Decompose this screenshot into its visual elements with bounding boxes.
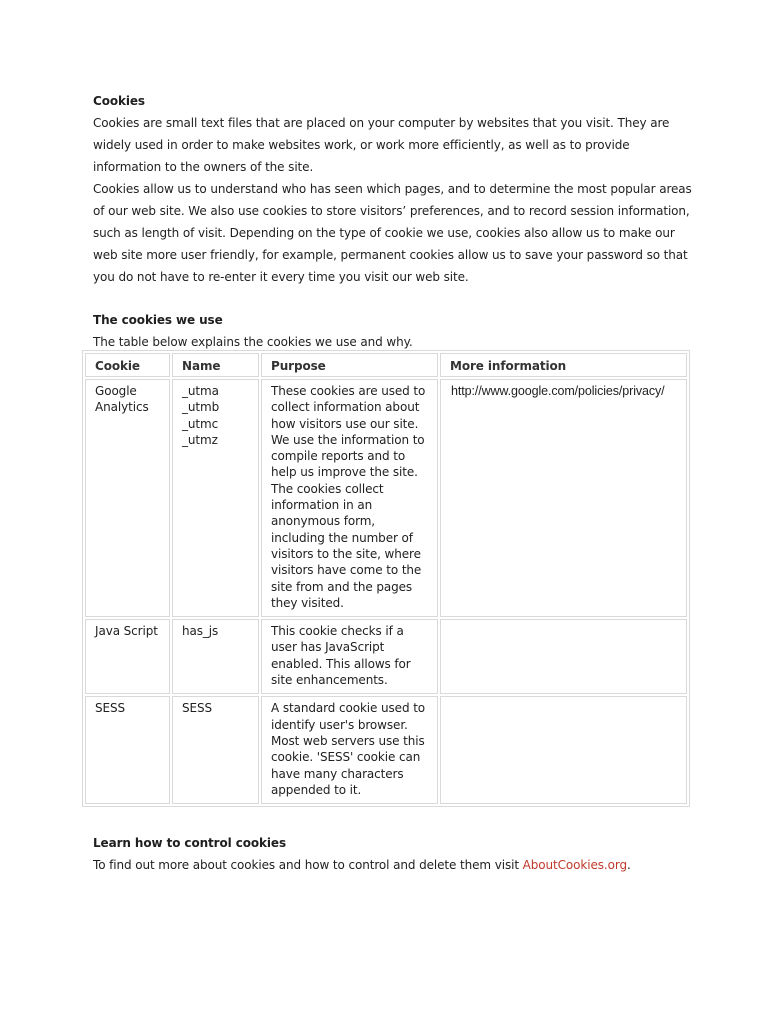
table-row: [85, 379, 687, 617]
cell-name: [172, 379, 259, 617]
cell-cookie: [85, 379, 170, 617]
control-cookies-heading: Learn how to control cookies: [93, 836, 286, 850]
cookies-table-description: The table below explains the cookies we use and why.: [93, 335, 413, 349]
cookies-we-use-section: [93, 309, 693, 353]
intro-paragraph-2: Cookies allow us to understand who has seen which pages, and to determine the most popular areas of our web site. We also use cookies to store visitors’ preferences, and to record session information, such as length of visit. Depending on the type of cookie we use, cookies also allow us to make our web site more user friendly, for example, permanent cookies allow us to save your password so that you do not have to re-enter it every time you visit our web site.: [93, 182, 692, 284]
cell-more-information: http://www.google.com/policies/privacy/: [440, 379, 687, 617]
column-header-name: Name: [172, 353, 259, 377]
aboutcookies-link[interactable]: AboutCookies.org: [522, 858, 628, 872]
cell-name: SESS: [172, 696, 259, 804]
cookie-name: _utma: [182, 384, 219, 398]
intro-section: [93, 90, 693, 288]
cookie-name: _utmz: [182, 432, 218, 447]
control-cookies-text: [93, 854, 693, 876]
cookie-label: Google: [95, 384, 137, 398]
cell-name: has_js: [172, 619, 259, 694]
table-header-row: [85, 353, 687, 377]
cell-cookie: Java Script: [85, 619, 170, 694]
cell-purpose: These cookies are used to collect information about how visitors use our site. We use the information to compile reports and to help us improve the site. The cookies collect information in an anonymous form, including the number of visitors to the site, where visitors have come to the site from and the pages they visited.: [261, 379, 438, 617]
cell-cookie: SESS: [85, 696, 170, 804]
cookie-name: _utmc: [182, 416, 219, 431]
column-header-purpose: Purpose: [261, 353, 438, 377]
table-row: [85, 696, 687, 804]
cell-more-information: [440, 696, 687, 804]
column-header-more-information: More information: [440, 353, 687, 377]
cookie-label: Analytics: [95, 400, 149, 415]
cell-purpose: A standard cookie used to identify user's browser. Most web servers use this cookie. 'SESS' cookie can have many characters appended to it.: [261, 696, 438, 804]
column-header-cookie: Cookie: [85, 353, 170, 377]
intro-paragraph-1: Cookies are small text files that are placed on your computer by websites that you visit. They are widely used in order to make websites work, or work more efficiently, as well as to provide information to the owners of the site.: [93, 116, 670, 174]
cell-more-information: [440, 619, 687, 694]
cookies-heading: Cookies: [93, 94, 145, 108]
control-text-before: To find out more about cookies and how to control and delete them visit: [93, 858, 523, 872]
cookies-table: [82, 350, 690, 807]
control-cookies-section: [93, 832, 693, 876]
cookies-we-use-heading: The cookies we use: [93, 313, 223, 327]
cell-purpose: This cookie checks if a user has JavaScript enabled. This allows for site enhancements.: [261, 619, 438, 694]
control-text-after: .: [627, 858, 631, 872]
table-row: [85, 619, 687, 694]
cookie-name: _utmb: [182, 400, 220, 415]
